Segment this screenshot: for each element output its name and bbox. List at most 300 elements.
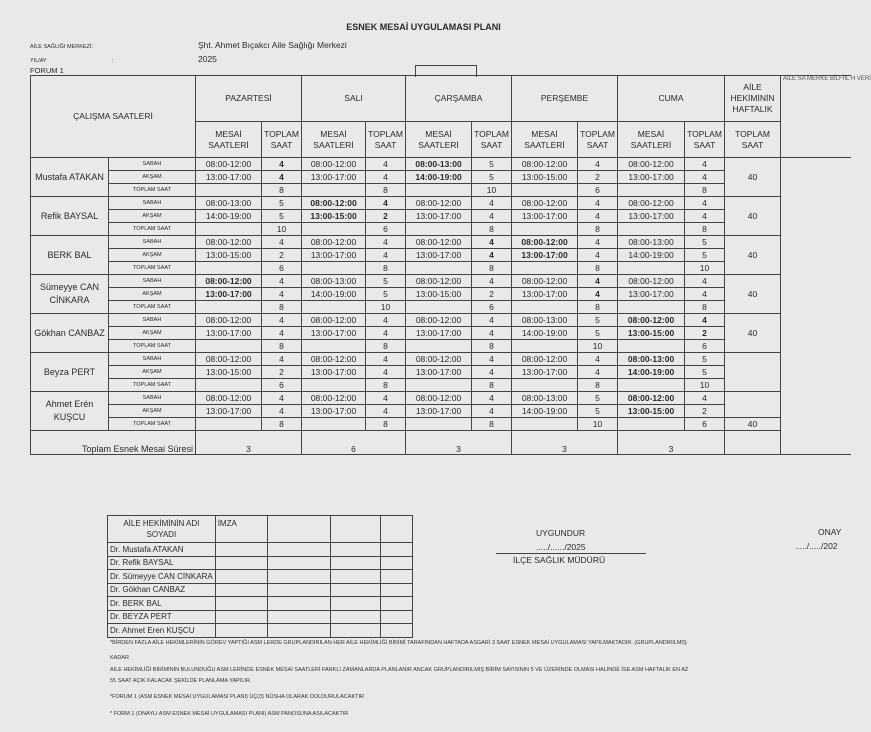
total-row-value: 3 bbox=[196, 431, 302, 455]
row-label: TOPLAM SAAT bbox=[109, 340, 196, 353]
toplam-saat-header: TOPLAM SAAT bbox=[366, 122, 406, 158]
list-item bbox=[108, 543, 413, 557]
ilce-mudur-label: İLÇE SAĞLIK MÜDÜRÜ bbox=[513, 555, 606, 565]
shift-time: 14:00-19:00 bbox=[512, 405, 578, 418]
shift-hours: 4 bbox=[366, 158, 406, 171]
signature-cell bbox=[215, 556, 267, 570]
weekly-total bbox=[725, 353, 781, 392]
table-row bbox=[31, 197, 851, 210]
day-total: 8 bbox=[472, 262, 512, 275]
year-colon: : bbox=[112, 58, 114, 64]
row-label: TOPLAM SAAT bbox=[109, 301, 196, 314]
day-total: 6 bbox=[366, 223, 406, 236]
shift-time: 14:00-19:00 bbox=[406, 171, 472, 184]
table-row bbox=[31, 275, 851, 288]
shift-time: 13:00-17:00 bbox=[618, 210, 685, 223]
toplam-saat-header: TOPLAM SAAT bbox=[578, 122, 618, 158]
row-label: AKŞAM bbox=[109, 249, 196, 262]
empty-cell bbox=[512, 223, 578, 236]
empty-cell bbox=[618, 262, 685, 275]
shift-time: 08:00-13:00 bbox=[196, 197, 262, 210]
shift-hours: 4 bbox=[262, 405, 302, 418]
day-total: 8 bbox=[262, 340, 302, 353]
empty-cell bbox=[302, 262, 366, 275]
shift-time: 08:00-13:00 bbox=[406, 158, 472, 171]
toplam-saat-header: TOPLAM SAAT bbox=[472, 122, 512, 158]
shift-time: 08:00-12:00 bbox=[512, 275, 578, 288]
shift-time: 13:00-15:00 bbox=[196, 249, 262, 262]
shift-hours: 5 bbox=[472, 158, 512, 171]
asm-label: AİLE SAĞLIĞI MERKEZİ: bbox=[30, 44, 93, 50]
shift-time: 08:00-13:00 bbox=[618, 353, 685, 366]
day-total: 8 bbox=[472, 340, 512, 353]
day-header: ÇARŞAMBA bbox=[406, 76, 512, 122]
shift-hours: 5 bbox=[578, 314, 618, 327]
empty-cell bbox=[302, 184, 366, 197]
blank-cell bbox=[267, 543, 330, 557]
shift-time: 13:00-17:00 bbox=[406, 210, 472, 223]
empty-cell bbox=[512, 379, 578, 392]
shift-hours: 4 bbox=[578, 366, 618, 379]
row-label: TOPLAM SAAT bbox=[109, 223, 196, 236]
blank-cell bbox=[330, 597, 380, 611]
shift-hours: 4 bbox=[472, 197, 512, 210]
blank-cell bbox=[380, 556, 412, 570]
onay-date: ...../...../202 bbox=[795, 541, 838, 551]
table-row bbox=[31, 392, 851, 405]
shift-hours: 2 bbox=[685, 405, 725, 418]
shift-hours: 4 bbox=[366, 249, 406, 262]
list-item bbox=[108, 610, 413, 624]
shift-hours: 4 bbox=[366, 353, 406, 366]
uygundur-label: UYGUNDUR bbox=[536, 528, 586, 538]
row-label: SABAH bbox=[109, 158, 196, 171]
shift-time: 08:00-13:00 bbox=[618, 236, 685, 249]
mesai-saatleri-header: MESAİ SAATLERİ bbox=[302, 122, 366, 158]
shift-hours: 4 bbox=[366, 405, 406, 418]
total-row-empty bbox=[725, 431, 781, 455]
day-total: 8 bbox=[472, 418, 512, 431]
empty-cell bbox=[196, 379, 262, 392]
shift-hours: 4 bbox=[262, 353, 302, 366]
shift-time: 08:00-12:00 bbox=[302, 392, 366, 405]
empty-cell bbox=[512, 262, 578, 275]
shift-time: 13:00-17:00 bbox=[302, 366, 366, 379]
shift-hours: 5 bbox=[578, 327, 618, 340]
blank-cell bbox=[380, 624, 412, 638]
day-total: 10 bbox=[685, 379, 725, 392]
weekly-total: 40 bbox=[725, 275, 781, 314]
shift-time: 13:00-15:00 bbox=[406, 288, 472, 301]
table-row bbox=[31, 418, 851, 431]
shift-time: 08:00-12:00 bbox=[406, 392, 472, 405]
shift-hours: 4 bbox=[578, 249, 618, 262]
weekly-header: AİLE HEKİMİNİN HAFTALIK bbox=[725, 76, 781, 122]
empty-cell bbox=[302, 379, 366, 392]
shift-hours: 4 bbox=[578, 236, 618, 249]
day-total: 8 bbox=[578, 301, 618, 314]
shift-time: 13:00-17:00 bbox=[406, 327, 472, 340]
signature-cell bbox=[215, 543, 267, 557]
blank-cell bbox=[267, 597, 330, 611]
day-total: 10 bbox=[262, 223, 302, 236]
signature-line bbox=[496, 553, 646, 554]
signature-doctor-name: Dr. BERK BAL bbox=[108, 597, 216, 611]
shift-time: 13:00-17:00 bbox=[406, 405, 472, 418]
shift-time: 08:00-12:00 bbox=[196, 275, 262, 288]
signature-cell bbox=[215, 583, 267, 597]
shift-hours: 5 bbox=[685, 353, 725, 366]
empty-cell bbox=[512, 184, 578, 197]
shift-hours: 5 bbox=[366, 288, 406, 301]
row-label: SABAH bbox=[109, 275, 196, 288]
day-total: 8 bbox=[472, 223, 512, 236]
shift-time: 13:00-15:00 bbox=[618, 405, 685, 418]
list-item bbox=[108, 624, 413, 638]
table-row bbox=[31, 353, 851, 366]
shift-time: 13:00-17:00 bbox=[196, 171, 262, 184]
shift-hours: 4 bbox=[366, 314, 406, 327]
signature-sign-header: İMZA bbox=[215, 516, 267, 543]
shift-time: 08:00-12:00 bbox=[406, 353, 472, 366]
shift-time: 13:00-17:00 bbox=[302, 171, 366, 184]
weekly-total: 40 bbox=[725, 236, 781, 275]
doctor-name: Mustafa ATAKAN bbox=[31, 158, 109, 197]
shift-hours: 4 bbox=[262, 236, 302, 249]
doctor-name: Beyza PERT bbox=[31, 353, 109, 392]
shift-time: 08:00-12:00 bbox=[302, 353, 366, 366]
calisma-saatleri-header: ÇALIŞMA SAATLERİ bbox=[31, 76, 196, 158]
day-header: SALI bbox=[302, 76, 406, 122]
day-total: 8 bbox=[262, 301, 302, 314]
shift-hours: 5 bbox=[366, 275, 406, 288]
note-2: AİLE HEKİMLİĞİ BİRİMİNİN BULUNDUĞU ASM LERİNDE ESNEK MESAİ SAATLERİ FARKLI ZAMANLARDA PLANLANIR ANCAK GRUPLANDIRILMIŞ BİRİM SAYISININ 5 VE ÜZERİNDE OLMASI HALİNDE İSE ASM HAFTALIK EN AZ bbox=[110, 667, 689, 673]
weekly-empty bbox=[725, 392, 781, 418]
empty-cell bbox=[406, 379, 472, 392]
shift-hours: 4 bbox=[472, 353, 512, 366]
day-total: 8 bbox=[685, 184, 725, 197]
weekly-total: 40 bbox=[725, 418, 781, 431]
day-total: 8 bbox=[578, 379, 618, 392]
shift-hours: 4 bbox=[578, 197, 618, 210]
shift-hours: 5 bbox=[685, 366, 725, 379]
shift-time: 08:00-13:00 bbox=[302, 275, 366, 288]
signature-doctor-name: Dr. Mustafa ATAKAN bbox=[108, 543, 216, 557]
shift-hours: 4 bbox=[578, 210, 618, 223]
empty-cell bbox=[406, 301, 472, 314]
day-total: 8 bbox=[366, 379, 406, 392]
weekly-total-header: TOPLAM SAAT bbox=[725, 122, 781, 158]
blank-cell bbox=[380, 597, 412, 611]
day-total: 8 bbox=[472, 379, 512, 392]
shift-hours: 4 bbox=[366, 392, 406, 405]
shift-time: 08:00-12:00 bbox=[512, 353, 578, 366]
shift-hours: 4 bbox=[578, 353, 618, 366]
shift-time: 13:00-17:00 bbox=[302, 405, 366, 418]
empty-cell bbox=[302, 223, 366, 236]
empty-cell bbox=[196, 262, 262, 275]
empty-cell bbox=[196, 340, 262, 353]
empty-cell bbox=[302, 340, 366, 353]
day-total: 8 bbox=[578, 223, 618, 236]
cut-column-header: AİLE SA MERKE BİLFİİL H VERİ bbox=[781, 76, 851, 158]
year-label: YIL/AY bbox=[30, 58, 47, 64]
table-row bbox=[31, 314, 851, 327]
row-label: SABAH bbox=[109, 314, 196, 327]
empty-cell bbox=[196, 223, 262, 236]
note-1: *BİRDEN FAZLA AİLE HEKİMLERİNİN GÖREV YAPTIĞI ASM LERDE GRUPLANDIRILAN HER AİLE HEKİMLİĞİ BİRİMİ TARAFINDAN HAFTADA ASGARİ 3 SAAT ESNEK MESAİ UYGULAMASI YAPILMAKTADIR. (GRUPLANDIRILMIŞ bbox=[110, 640, 687, 646]
empty-cell bbox=[512, 418, 578, 431]
mesai-saatleri-header: MESAİ SAATLERİ bbox=[618, 122, 685, 158]
signature-name-header: AİLE HEKİMİNİN ADI SOYADI bbox=[108, 516, 216, 543]
shift-time: 13:00-15:00 bbox=[302, 210, 366, 223]
shift-hours: 4 bbox=[366, 197, 406, 210]
day-header: PAZARTESİ bbox=[196, 76, 302, 122]
weekly-total: 40 bbox=[725, 314, 781, 353]
empty-cell bbox=[302, 418, 366, 431]
empty-cell bbox=[196, 418, 262, 431]
shift-hours: 4 bbox=[366, 236, 406, 249]
empty-cell bbox=[302, 301, 366, 314]
blank-cell bbox=[380, 543, 412, 557]
shift-hours: 4 bbox=[472, 327, 512, 340]
shift-hours: 2 bbox=[366, 210, 406, 223]
empty-cell bbox=[406, 223, 472, 236]
day-total: 6 bbox=[262, 262, 302, 275]
shift-time: 08:00-12:00 bbox=[406, 275, 472, 288]
row-label: SABAH bbox=[109, 236, 196, 249]
shift-hours: 2 bbox=[578, 171, 618, 184]
shift-time: 13:00-17:00 bbox=[406, 366, 472, 379]
shift-time: 14:00-19:00 bbox=[512, 327, 578, 340]
shift-time: 08:00-12:00 bbox=[406, 197, 472, 210]
shift-hours: 4 bbox=[472, 405, 512, 418]
day-total: 10 bbox=[578, 340, 618, 353]
shift-time: 13:00-17:00 bbox=[512, 288, 578, 301]
shift-hours: 4 bbox=[262, 288, 302, 301]
shift-time: 08:00-12:00 bbox=[512, 158, 578, 171]
shift-hours: 4 bbox=[685, 197, 725, 210]
blank-cell bbox=[330, 624, 380, 638]
blank-cell bbox=[267, 624, 330, 638]
shift-time: 08:00-12:00 bbox=[302, 197, 366, 210]
shift-hours: 4 bbox=[366, 327, 406, 340]
shift-hours: 4 bbox=[472, 392, 512, 405]
note-4: * FORM 1 (ONAYLI ASM ESNEK MESAİ UYGULAMASI PLANI) ASM PANOSUNA ASILACAKTIR bbox=[110, 711, 349, 717]
shift-time: 08:00-12:00 bbox=[618, 197, 685, 210]
shift-hours: 2 bbox=[472, 288, 512, 301]
table-row bbox=[31, 236, 851, 249]
day-header: PERŞEMBE bbox=[512, 76, 618, 122]
blank-cell bbox=[330, 570, 380, 584]
shift-hours: 5 bbox=[578, 405, 618, 418]
shift-time: 13:00-17:00 bbox=[406, 249, 472, 262]
blank-cell bbox=[380, 570, 412, 584]
shift-time: 08:00-13:00 bbox=[512, 314, 578, 327]
row-label: TOPLAM SAAT bbox=[109, 184, 196, 197]
mesai-saatleri-header: MESAİ SAATLERİ bbox=[196, 122, 262, 158]
signature-doctor-name: Dr. Ahmet Eren KUŞCU bbox=[108, 624, 216, 638]
day-total: 8 bbox=[578, 262, 618, 275]
list-item bbox=[108, 556, 413, 570]
shift-hours: 4 bbox=[262, 327, 302, 340]
shift-hours: 2 bbox=[685, 327, 725, 340]
shift-hours: 5 bbox=[262, 197, 302, 210]
blank-cell bbox=[330, 583, 380, 597]
shift-time: 08:00-12:00 bbox=[196, 314, 262, 327]
doctor-name: Gökhan CANBAZ bbox=[31, 314, 109, 353]
shift-time: 13:00-17:00 bbox=[512, 210, 578, 223]
day-total: 6 bbox=[685, 418, 725, 431]
cut-column-cell bbox=[781, 158, 851, 455]
signature-cell bbox=[215, 597, 267, 611]
empty-cell bbox=[512, 301, 578, 314]
note-2b: 55 SAAT AÇIK KALACAK ŞEKİLDE PLANLAMA YAPILIR. bbox=[110, 678, 252, 684]
row-label: TOPLAM SAAT bbox=[109, 379, 196, 392]
shift-hours: 4 bbox=[472, 314, 512, 327]
blank-cell bbox=[267, 583, 330, 597]
signature-cell bbox=[215, 610, 267, 624]
blank-cell bbox=[330, 516, 380, 543]
shift-time: 13:00-17:00 bbox=[302, 249, 366, 262]
shift-hours: 5 bbox=[578, 392, 618, 405]
mesai-saatleri-header: MESAİ SAATLERİ bbox=[512, 122, 578, 158]
shift-time: 08:00-12:00 bbox=[196, 158, 262, 171]
shift-time: 13:00-17:00 bbox=[196, 288, 262, 301]
shift-hours: 4 bbox=[262, 314, 302, 327]
shift-hours: 4 bbox=[578, 288, 618, 301]
empty-cell bbox=[196, 184, 262, 197]
doctor-name: BERK BAL bbox=[31, 236, 109, 275]
empty-cell bbox=[406, 418, 472, 431]
blank-cell bbox=[380, 583, 412, 597]
day-total: 10 bbox=[578, 418, 618, 431]
empty-cell bbox=[512, 340, 578, 353]
row-label: AKŞAM bbox=[109, 171, 196, 184]
blank-cell bbox=[267, 516, 330, 543]
shift-time: 08:00-13:00 bbox=[512, 392, 578, 405]
shift-time: 08:00-12:00 bbox=[406, 314, 472, 327]
row-label: SABAH bbox=[109, 353, 196, 366]
empty-cell bbox=[406, 184, 472, 197]
shift-time: 08:00-12:00 bbox=[196, 353, 262, 366]
row-label: SABAH bbox=[109, 392, 196, 405]
note-3: *FORUM 1 (ASM ESNEK MESAİ UYGULAMASI PLANI) ÜÇ(3) NÜSHA OLARAK DOLDURULACAKTIR bbox=[110, 694, 364, 700]
shift-time: 13:00-17:00 bbox=[196, 405, 262, 418]
shift-hours: 4 bbox=[472, 210, 512, 223]
shift-time: 13:00-15:00 bbox=[618, 327, 685, 340]
total-row-value: 3 bbox=[406, 431, 512, 455]
shift-time: 08:00-12:00 bbox=[512, 236, 578, 249]
form-label: FORUM 1 bbox=[30, 66, 64, 75]
shift-time: 13:00-15:00 bbox=[512, 171, 578, 184]
shift-hours: 4 bbox=[685, 210, 725, 223]
shift-hours: 4 bbox=[262, 392, 302, 405]
shift-time: 14:00-19:00 bbox=[302, 288, 366, 301]
shift-hours: 2 bbox=[262, 366, 302, 379]
shift-hours: 4 bbox=[262, 275, 302, 288]
shift-hours: 4 bbox=[472, 249, 512, 262]
shift-hours: 4 bbox=[262, 171, 302, 184]
day-total: 8 bbox=[685, 301, 725, 314]
shift-time: 08:00-12:00 bbox=[302, 314, 366, 327]
day-total: 8 bbox=[262, 184, 302, 197]
blank-cell bbox=[267, 610, 330, 624]
signature-cell bbox=[215, 570, 267, 584]
day-total: 6 bbox=[262, 379, 302, 392]
onay-label: ONAY bbox=[818, 527, 842, 537]
empty-cell bbox=[618, 379, 685, 392]
shift-time: 14:00-19:00 bbox=[618, 249, 685, 262]
blank-cell bbox=[330, 610, 380, 624]
empty-cell bbox=[618, 301, 685, 314]
day-total: 8 bbox=[366, 340, 406, 353]
asm-value: Şht. Ahmet Bıçakcı Aile Sağlığı Merkezi bbox=[198, 40, 347, 50]
day-total: 8 bbox=[366, 184, 406, 197]
shift-time: 08:00-12:00 bbox=[512, 197, 578, 210]
shift-time: 13:00-17:00 bbox=[302, 327, 366, 340]
shift-time: 08:00-12:00 bbox=[302, 158, 366, 171]
shift-time: 08:00-12:00 bbox=[618, 158, 685, 171]
shift-hours: 4 bbox=[578, 275, 618, 288]
doctor-name: Ahmet Erén KUŞCU bbox=[31, 392, 109, 431]
shift-hours: 4 bbox=[262, 158, 302, 171]
row-label: AKŞAM bbox=[109, 288, 196, 301]
empty-cell bbox=[196, 301, 262, 314]
day-total: 6 bbox=[685, 340, 725, 353]
doctor-name: Refik BAYSAL bbox=[31, 197, 109, 236]
shift-hours: 4 bbox=[472, 236, 512, 249]
total-row-value: 6 bbox=[302, 431, 406, 455]
day-total: 8 bbox=[366, 418, 406, 431]
doctor-name: Sümeyye CAN CİNKARA bbox=[31, 275, 109, 314]
empty-cell bbox=[618, 223, 685, 236]
shift-hours: 5 bbox=[472, 171, 512, 184]
shift-hours: 4 bbox=[685, 158, 725, 171]
day-total: 8 bbox=[685, 223, 725, 236]
blank-cell bbox=[267, 556, 330, 570]
document-title: ESNEK MESAİ UYGULAMASI PLANI bbox=[346, 22, 501, 32]
shift-time: 08:00-12:00 bbox=[196, 392, 262, 405]
signature-doctor-name: Dr. BEYZA PERT bbox=[108, 610, 216, 624]
shift-hours: 4 bbox=[685, 275, 725, 288]
shift-time: 08:00-12:00 bbox=[618, 392, 685, 405]
schedule-table bbox=[30, 75, 871, 455]
shift-hours: 5 bbox=[685, 249, 725, 262]
shift-time: 08:00-12:00 bbox=[618, 275, 685, 288]
list-item bbox=[108, 570, 413, 584]
shift-hours: 2 bbox=[262, 249, 302, 262]
shift-time: 14:00-19:00 bbox=[618, 366, 685, 379]
row-label: AKŞAM bbox=[109, 327, 196, 340]
toplam-saat-header: TOPLAM SAAT bbox=[685, 122, 725, 158]
list-item bbox=[108, 597, 413, 611]
day-total: 10 bbox=[472, 184, 512, 197]
row-label: TOPLAM SAAT bbox=[109, 418, 196, 431]
shift-time: 13:00-15:00 bbox=[196, 366, 262, 379]
day-header: CUMA bbox=[618, 76, 725, 122]
blank-cell bbox=[380, 516, 412, 543]
total-row-label: Toplam Esnek Mesai Süresi bbox=[31, 431, 196, 455]
blank-cell bbox=[267, 570, 330, 584]
empty-cell bbox=[618, 418, 685, 431]
shift-time: 08:00-12:00 bbox=[196, 236, 262, 249]
day-total: 10 bbox=[366, 301, 406, 314]
shift-time: 13:00-17:00 bbox=[512, 366, 578, 379]
row-label: SABAH bbox=[109, 197, 196, 210]
signature-doctor-name: Dr. Gökhan CANBAZ bbox=[108, 583, 216, 597]
note-1b: KADAR bbox=[110, 655, 129, 661]
